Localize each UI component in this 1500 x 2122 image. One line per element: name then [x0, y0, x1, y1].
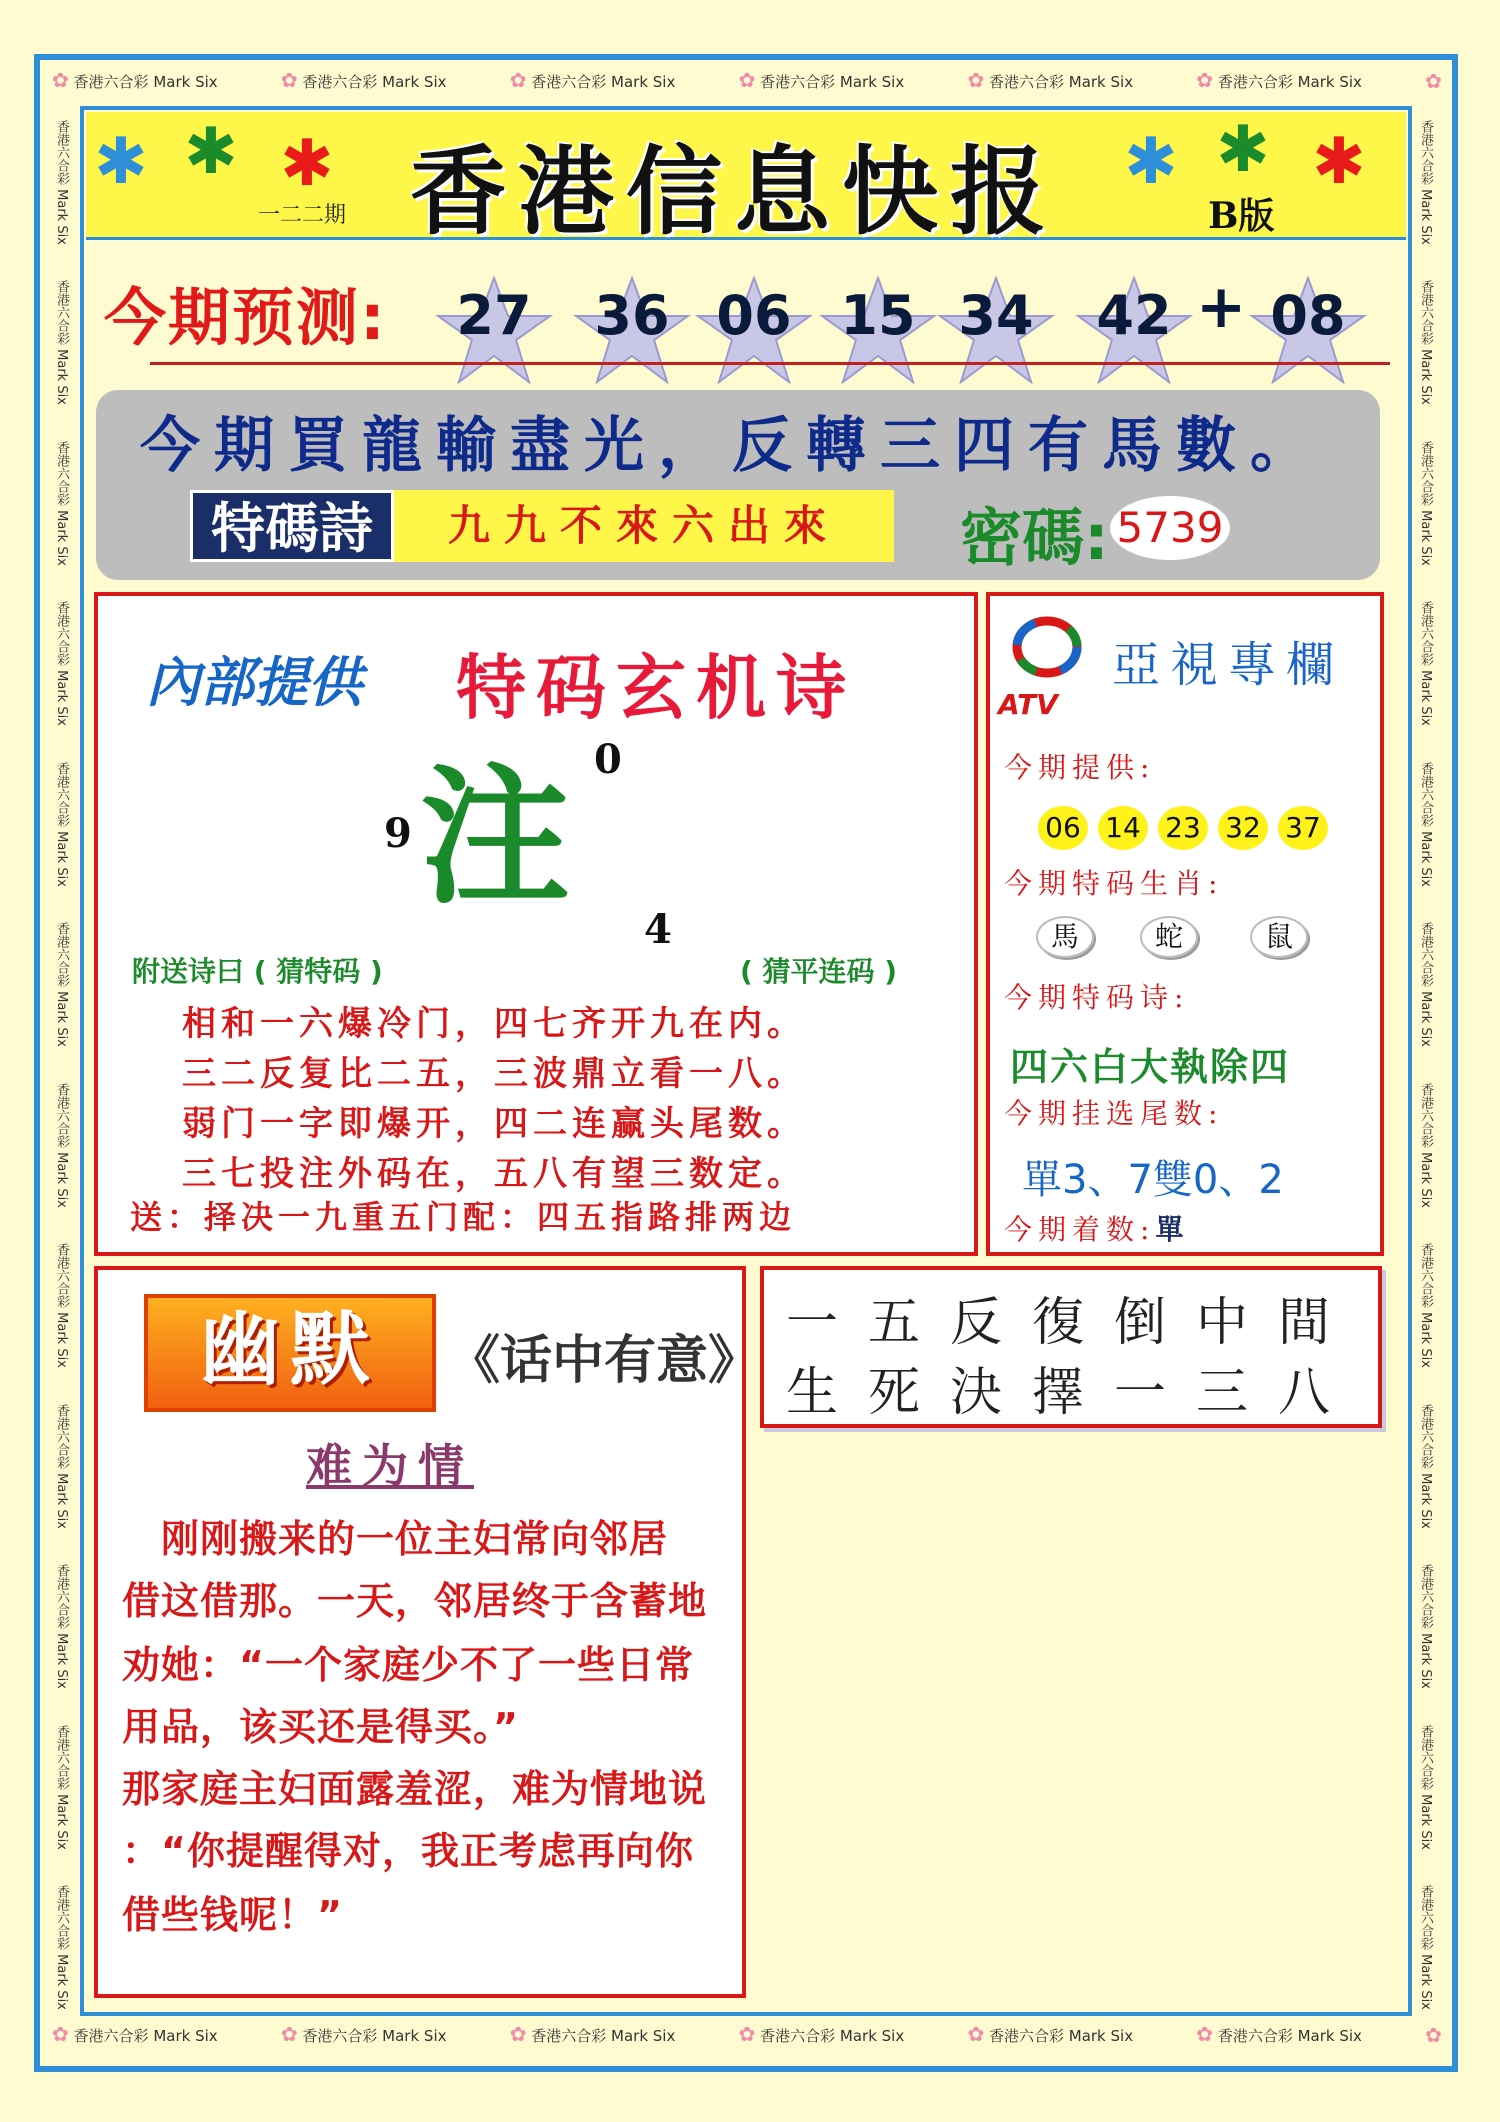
border-item: 香港六合彩 Mark Six	[54, 1243, 69, 1369]
flower-icon: ✿	[1196, 68, 1214, 92]
prediction-extra-number: 08	[1248, 276, 1368, 386]
border-item: 香港六合彩 Mark Six	[54, 761, 69, 887]
humor-line: ：“你提醒得对，我正考虑再向你	[122, 1829, 694, 1873]
digit-bottom: 4	[644, 906, 672, 953]
border-item: ✿ 香港六合彩 Mark Six	[1196, 2022, 1362, 2046]
atv-poem-label: 今期特码诗:	[1004, 981, 1190, 1014]
border-item: 香港六合彩 Mark Six	[1418, 1564, 1433, 1689]
special-poem-text: 九九不來六出來	[394, 490, 894, 562]
atv-column-title: 亞視專欄	[1112, 637, 1345, 693]
prediction-number: 42	[1074, 276, 1194, 386]
atv-logo-text: ATV	[998, 688, 1058, 721]
border-item: 香港六合彩 Mark Six	[54, 280, 69, 406]
number-ball: 14	[1098, 806, 1148, 850]
border-item: 香港六合彩 Mark Six	[54, 1403, 69, 1529]
flower-icon: ✿	[738, 68, 756, 92]
atv-provide-label: 今期提供:	[1004, 751, 1156, 784]
poem-box-title: 特码玄机诗	[456, 646, 856, 729]
border-item: 香港六合彩 Mark Six	[1418, 1082, 1433, 1208]
guess-special-label: 附送诗曰 ( 猜特码 )	[132, 955, 383, 988]
poem-line: 弱门一字即爆开，四二连赢头尾数。	[182, 1104, 806, 1144]
border-item: ✿ 香港六合彩 Mark Six	[738, 2022, 905, 2046]
border-item: 香港六合彩 Mark Six	[1418, 1884, 1433, 2010]
border-item: 香港六合彩 Mark Six	[54, 1564, 69, 1689]
border-item: ✿ 香港六合彩 Mark Six	[280, 68, 447, 92]
flower-icon: ✿	[280, 68, 298, 92]
slogan-text: 今期買龍輸盡光，反轉三四有馬數。	[140, 411, 1324, 481]
humor-line: 劝她：“一个家庭少不了一些日常	[122, 1643, 694, 1687]
bottom-border-band	[52, 2024, 1442, 2046]
border-item: 香港六合彩 Mark Six	[1418, 761, 1433, 887]
humor-line: 用品，该买还是得买。”	[122, 1705, 519, 1749]
border-item: ✿ 香港六合彩 Mark Six	[52, 2022, 218, 2046]
zodiac-badge: 鼠	[1250, 916, 1308, 958]
zodiac-badge: 蛇	[1140, 916, 1198, 958]
border-item: 香港六合彩 Mark Six	[1418, 601, 1433, 727]
guess-flat-label: ( 猜平连码 )	[740, 955, 898, 988]
password-label: 密碼:	[960, 501, 1109, 574]
internal-label: 內部提供	[146, 651, 362, 714]
border-item: ✿ 香港六合彩 Mark Six	[52, 68, 218, 92]
border-item: ✿ 香港六合彩 Mark Six	[967, 2022, 1134, 2046]
border-item: 香港六合彩 Mark Six	[54, 922, 69, 1048]
humor-line: 那家庭主妇面露羞涩，难为情地说	[122, 1767, 708, 1811]
phrase-line: 一五反復倒中間	[786, 1293, 1361, 1353]
border-item: ✿ 香港六合彩 Mark Six	[967, 68, 1134, 92]
humor-line: 借这借那。一天，邻居终于含蓄地	[122, 1579, 708, 1623]
right-border-band	[1416, 120, 1435, 2010]
atv-watch-row	[1004, 1208, 1189, 1248]
digit-left: 9	[384, 810, 412, 857]
snowflake-icon: ✱	[1216, 113, 1270, 187]
humor-line: 借些钱呢！”	[122, 1893, 343, 1937]
prediction-number: 06	[694, 276, 814, 386]
humor-title: 难为情	[306, 1439, 474, 1493]
flower-icon: ✿	[1196, 2022, 1214, 2046]
flower-icon: ✿	[967, 68, 985, 92]
atv-watch-value: 單	[1155, 1213, 1190, 1246]
humor-subtitle: 《话中有意》	[448, 1331, 761, 1391]
number-ball: 32	[1218, 806, 1268, 850]
prediction-number: 36	[572, 276, 692, 386]
border-item: ✿ 香港六合彩 Mark Six	[1196, 68, 1362, 92]
atv-tail-value: 單3、7雙0、2	[1022, 1157, 1284, 1203]
flower-icon: ✿	[967, 2022, 985, 2046]
flower-icon: ✿	[52, 68, 69, 92]
border-item: 香港六合彩 Mark Six	[54, 440, 69, 566]
number-ball: 06	[1038, 806, 1088, 850]
flower-icon: ✿	[1425, 2023, 1442, 2047]
top-border-band	[52, 70, 1442, 92]
atv-watch-label: 今期着数:	[1004, 1213, 1156, 1246]
border-item: 香港六合彩 Mark Six	[1418, 1403, 1433, 1529]
special-poem-tag: 特碼詩	[190, 490, 394, 562]
prediction-label: 今期预测:	[104, 281, 387, 354]
plus-sign: +	[1196, 272, 1247, 342]
snowflake-icon: ✱	[1124, 125, 1178, 199]
poem-line: 三二反复比二五，三波鼎立看一八。	[182, 1054, 806, 1094]
flower-icon: ✿	[52, 2022, 69, 2046]
issue-number: 一二二期	[258, 203, 347, 228]
atv-tail-label: 今期挂选尾数:	[1004, 1097, 1224, 1130]
border-item: ✿ 香港六合彩 Mark Six	[738, 68, 905, 92]
border-item: 香港六合彩 Mark Six	[54, 1884, 69, 2010]
border-item: 香港六合彩 Mark Six	[1418, 280, 1433, 406]
prediction-number: 34	[936, 276, 1056, 386]
flower-icon: ✿	[509, 68, 527, 92]
flower-icon: ✿	[509, 2022, 527, 2046]
border-item: 香港六合彩 Mark Six	[54, 1724, 69, 1850]
snowflake-icon: ✱	[184, 115, 238, 189]
prediction-number: 27	[434, 276, 554, 386]
flower-icon: ✿	[280, 2022, 298, 2046]
zodiac-badge: 馬	[1036, 916, 1094, 958]
humor-line: 刚刚搬来的一位主妇常向邻居	[122, 1517, 669, 1561]
snowflake-icon: ✱	[280, 127, 334, 201]
border-item: 香港六合彩 Mark Six	[1418, 1243, 1433, 1369]
humor-badge: 幽默	[144, 1294, 436, 1412]
page-title: 香港信息快报	[410, 135, 1058, 248]
atv-poem: 四六白大執除四	[1010, 1045, 1291, 1089]
border-item: 香港六合彩 Mark Six	[1418, 440, 1433, 566]
poem-line: 三七投注外码在，五八有望三数定。	[182, 1154, 806, 1194]
atv-zodiac-label: 今期特码生肖:	[1004, 867, 1224, 900]
number-ball: 23	[1158, 806, 1208, 850]
border-item: ✿ 香港六合彩 Mark Six	[280, 2022, 447, 2046]
border-item: 香港六合彩 Mark Six	[54, 120, 69, 245]
edition-label: B版	[1208, 195, 1275, 237]
atv-logo-icon	[1002, 612, 1092, 682]
border-item: ✿ 香港六合彩 Mark Six	[509, 2022, 676, 2046]
phrase-line: 生死決擇一三八	[786, 1363, 1361, 1423]
border-item: 香港六合彩 Mark Six	[54, 1082, 69, 1208]
border-item: 香港六合彩 Mark Six	[1418, 120, 1433, 245]
password-value: 5739	[1110, 496, 1230, 560]
number-ball: 37	[1278, 806, 1328, 850]
border-item: ✿ 香港六合彩 Mark Six	[509, 68, 676, 92]
flower-icon: ✿	[1425, 69, 1442, 93]
border-item: 香港六合彩 Mark Six	[1418, 922, 1433, 1048]
divider	[150, 362, 1390, 365]
digit-top: 0	[594, 736, 622, 783]
big-character: 注	[420, 749, 571, 925]
poem-line: 送：择决一九重五门配：四五指路排两边	[130, 1198, 797, 1236]
snowflake-icon: ✱	[1312, 125, 1366, 199]
poem-line: 相和一六爆冷门，四七齐开九在内。	[182, 1004, 806, 1044]
border-item: 香港六合彩 Mark Six	[54, 601, 69, 727]
prediction-number: 15	[818, 276, 938, 386]
flower-icon: ✿	[738, 2022, 756, 2046]
snowflake-icon: ✱	[94, 125, 148, 199]
left-border-band	[52, 120, 71, 2010]
border-item: 香港六合彩 Mark Six	[1418, 1724, 1433, 1850]
